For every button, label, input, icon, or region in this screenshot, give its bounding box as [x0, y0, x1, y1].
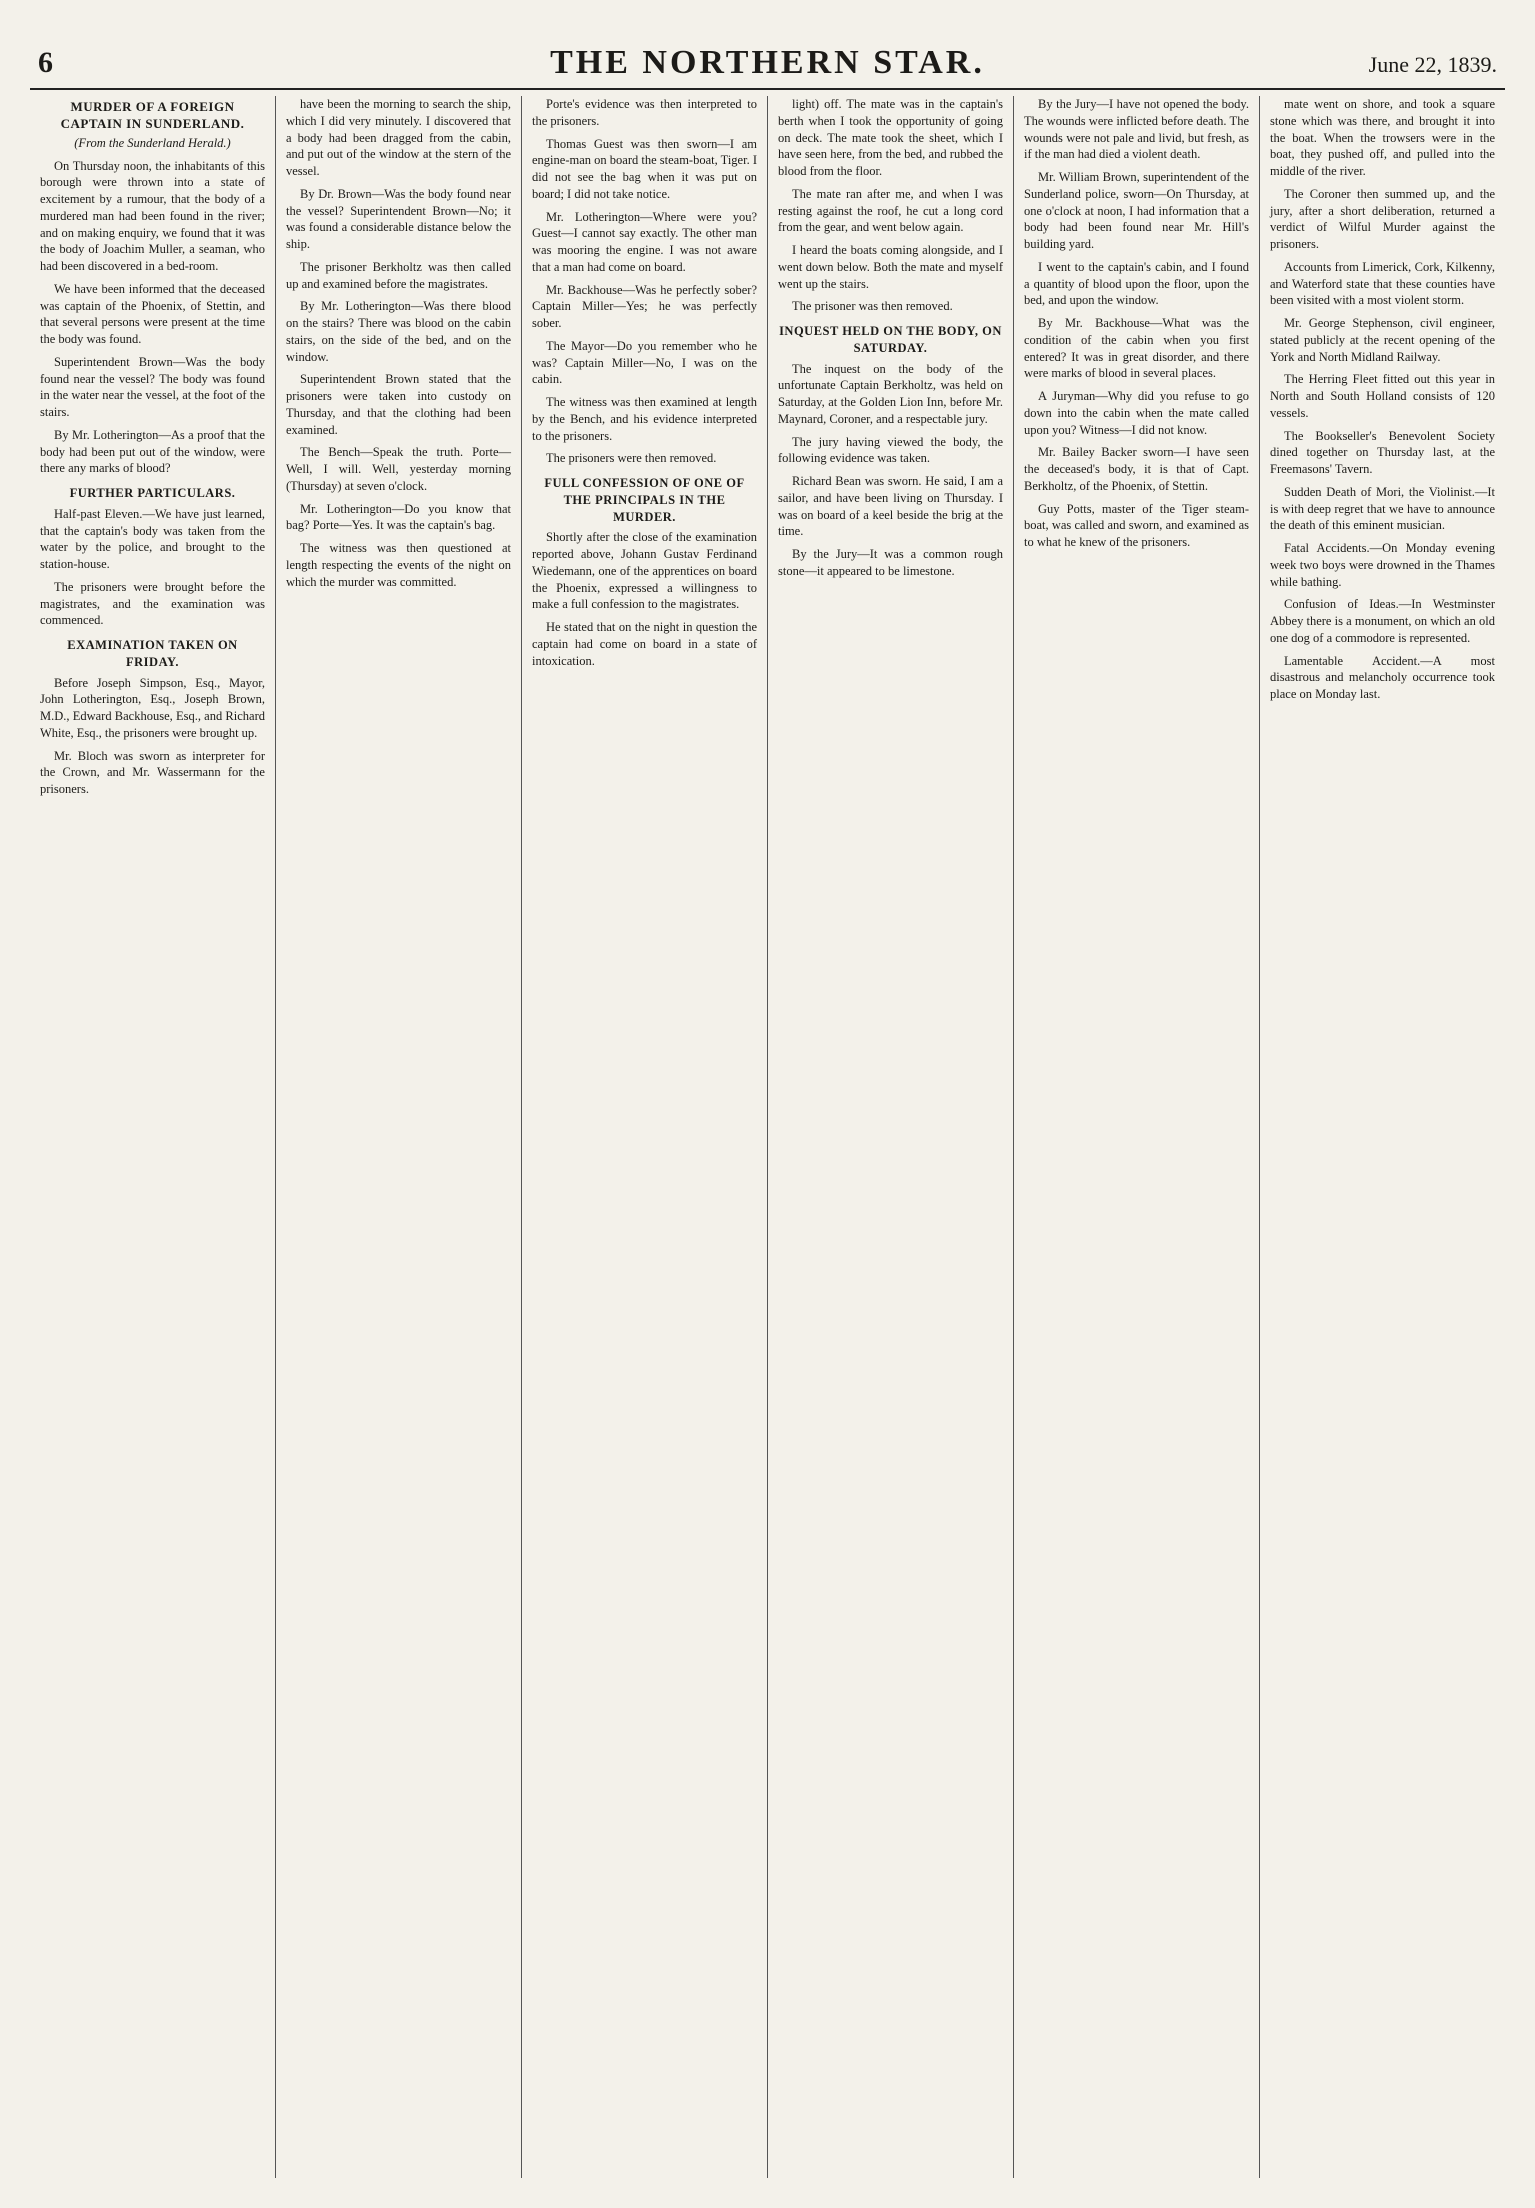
paragraph: Shortly after the close of the examination reported above, Johann Gustav Ferdinand Wiedemann, one of the apprentices on board the Phoenix, expressed a willingness to make a full confession to the magistrates.	[532, 530, 757, 612]
issue-date: June 22, 1839.	[1368, 52, 1497, 77]
paragraph: The jury having viewed the body, the following evidence was taken.	[778, 434, 1003, 466]
paragraph: The prisoner was then removed.	[792, 299, 953, 314]
column-4	[768, 96, 1014, 2178]
article-source: (From the Sunderland Herald.)	[74, 135, 231, 150]
newspaper-title: THE NORTHERN STAR.	[550, 44, 985, 81]
paragraph: Superintendent Brown—Was the body found near the vessel? The body was found in the water near the vessel, at the foot of the stairs.	[40, 354, 265, 420]
page-number: 6	[38, 46, 53, 79]
paragraph: light) off. The mate was in the captain's berth when I took the opportunity of going on deck. The mate took the sheet, which I have seen here, from the bed, and rubbed the blood from the floor.	[778, 97, 1003, 178]
paragraph: We have been informed that the deceased was captain of the Phoenix, of Stettin, and that several persons were present at the time the body was found.	[40, 281, 265, 347]
paragraph: I heard the boats coming alongside, and I went down below. Both the mate and myself went up the stairs.	[778, 243, 1003, 291]
section-heading: EXAMINATION TAKEN ON FRIDAY.	[67, 638, 238, 669]
paragraph: Before Joseph Simpson, Esq., Mayor, John Lotherington, Esq., Joseph Brown, M.D., Edward Backhouse, Esq., and Richard White, Esq., the prisoners were brought up.	[40, 675, 265, 740]
paragraph: Mr. William Brown, superintendent of the Sunderland police, sworn—On Thursday, at one o'clock at noon, I had information that a body had been found near Mr. Hill's building yard.	[1024, 170, 1249, 251]
paragraph: By Mr. Lotherington—As a proof that the body had been put out of the window, were there any marks of blood?	[40, 427, 265, 476]
column-3	[522, 96, 768, 2178]
paragraph: By Mr. Backhouse—What was the condition of the cabin when you first entered? It was in great disorder, and there were marks of blood in several places.	[1024, 316, 1249, 381]
paragraph: The witness was then examined at length by the Bench, and his evidence interpreted to the prisoners.	[532, 395, 757, 443]
paragraph: The prisoners were brought before the magistrates, and the examination was commenced.	[40, 579, 265, 628]
paragraph: The Coroner then summed up, and the jury, after a short deliberation, returned a verdict of Wilful Murder against the prisoners.	[1270, 186, 1495, 251]
paragraph: Mr. Lotherington—Where were you? Guest—I cannot say exactly. The other man was mooring the engine. I was not aware that a man had come on board.	[532, 209, 757, 274]
section-heading: FURTHER PARTICULARS.	[69, 486, 236, 501]
paragraph: Accounts from Limerick, Cork, Kilkenny, and Waterford state that these counties have been visited with a most violent storm.	[1270, 259, 1495, 308]
paragraph: Mr. Bailey Backer sworn—I have seen the deceased's body, it is that of Capt. Berkholtz, of the Phoenix, of Stettin.	[1024, 445, 1249, 493]
paragraph: A Juryman—Why did you refuse to go down into the cabin when the mate called upon you? Witness—I did not know.	[1024, 389, 1249, 437]
paragraph: By the Jury—I have not opened the body. The wounds were inflicted before death. The wounds were not pale and livid, but fresh, as if the man had died a violent death.	[1024, 97, 1249, 162]
paragraph: The witness was then questioned at length respecting the events of the night on which the murder was committed.	[286, 541, 511, 589]
masthead	[30, 40, 1505, 90]
headline: MURDER OF A FOREIGN CAPTAIN IN SUNDERLAND.	[60, 99, 245, 132]
paragraph: Mr. Lotherington—Do you know that bag? Porte—Yes. It was the captain's bag.	[286, 501, 511, 533]
section-heading: FULL CONFESSION OF ONE OF THE PRINCIPALS IN THE MURDER.	[544, 476, 745, 524]
paragraph: Mr. Bloch was sworn as interpreter for the Crown, and Mr. Wassermann for the prisoners.	[40, 748, 265, 797]
paragraph: The Bench—Speak the truth. Porte—Well, I will. Well, yesterday morning (Thursday) at seven o'clock.	[286, 445, 511, 493]
paragraph: On Thursday noon, the inhabitants of this borough were thrown into a state of excitement by a rumour, that the body of a murdered man had been found in the river; and on making enquiry, we found that it was the body of Joachim Muller, a seaman, who had been discovered in a bed-room.	[40, 158, 265, 274]
column-2	[276, 96, 522, 2178]
paragraph: Sudden Death of Mori, the Violinist.—It is with deep regret that we have to announce the death of this eminent musician.	[1270, 484, 1495, 533]
paragraph: The Mayor—Do you remember who he was? Captain Miller—No, I was on the cabin.	[532, 338, 757, 387]
paragraph: Guy Potts, master of the Tiger steam-boat, was called and sworn, and examined as to what he knew of the prisoners.	[1024, 501, 1249, 549]
paragraph: The prisoners were then removed.	[546, 451, 717, 466]
paragraph: Thomas Guest was then sworn—I am engine-man on board the steam-boat, Tiger. I did not see the bag when it was put on board; I did not take notice.	[532, 136, 757, 201]
paragraph: Half-past Eleven.—We have just learned, that the captain's body was taken from the water by the police, and brought to the station-house.	[40, 506, 265, 572]
paragraph: The Herring Fleet fitted out this year in North and South Holland consists of 120 vessels.	[1270, 372, 1495, 420]
paragraph: Richard Bean was sworn. He said, I am a sailor, and have been living on Thursday. I was on board of a keel beside the brig at the time.	[778, 474, 1003, 539]
paragraph: By Mr. Lotherington—Was there blood on the stairs? There was blood on the cabin stairs, on the side of the bed, and on the window.	[286, 299, 511, 364]
column-1	[30, 96, 276, 2178]
paragraph: Mr. George Stephenson, civil engineer, stated publicly at the recent opening of the York and North Midland Railway.	[1270, 316, 1495, 364]
paragraph: The prisoner Berkholtz was then called up and examined before the magistrates.	[286, 259, 511, 291]
paragraph: The mate ran after me, and when I was resting against the roof, he cut a long cord from the gear, and went below again.	[778, 186, 1003, 235]
paragraph: Confusion of Ideas.—In Westminster Abbey there is a monument, on which an old one dog of a commodore is represented.	[1270, 597, 1495, 645]
paragraph: have been the morning to search the ship, which I did very minutely. I discovered that a body had been dragged from the cabin, and put out of the window at the stern of the vessel.	[286, 97, 511, 178]
paragraph: Lamentable Accident.—A most disastrous and melancholy occurrence took place on Monday last.	[1270, 653, 1495, 701]
paragraph: mate went on shore, and took a square stone which was there, and brought it into the boat. When the trowsers were in the boat, they pushed off, and pulled into the middle of the river.	[1270, 97, 1495, 178]
paragraph: Superintendent Brown stated that the prisoners were taken into custody on Thursday, and that the clothing had been examined.	[286, 372, 511, 437]
paragraph: By the Jury—It was a common rough stone—it appeared to be limestone.	[778, 547, 1003, 578]
paragraph: Porte's evidence was then interpreted to the prisoners.	[532, 97, 757, 128]
paragraph: I went to the captain's cabin, and I found a quantity of blood upon the floor, upon the bed, and upon the window.	[1024, 259, 1249, 308]
paragraph: By Dr. Brown—Was the body found near the vessel? Superintendent Brown—No; it was found a considerable distance below the ship.	[286, 186, 511, 251]
section-heading: INQUEST HELD ON THE BODY, ON SATURDAY.	[779, 324, 1002, 355]
column-6	[1260, 96, 1505, 2178]
paragraph: The Bookseller's Benevolent Society dined together on Thursday last, at the Freemasons' Tavern.	[1270, 428, 1495, 476]
column-5	[1014, 96, 1260, 2178]
paragraph: Fatal Accidents.—On Monday evening week two boys were drowned in the Thames while bathing.	[1270, 541, 1495, 589]
article-columns	[30, 96, 1505, 2178]
paragraph: He stated that on the night in question the captain had come on board in a state of intoxication.	[532, 620, 757, 668]
paragraph: Mr. Backhouse—Was he perfectly sober? Captain Miller—Yes; he was perfectly sober.	[532, 282, 757, 330]
paragraph: The inquest on the body of the unfortunate Captain Berkholtz, was held on Saturday, at the Golden Lion Inn, before Mr. Maynard, Coroner, and a respectable jury.	[778, 361, 1003, 426]
